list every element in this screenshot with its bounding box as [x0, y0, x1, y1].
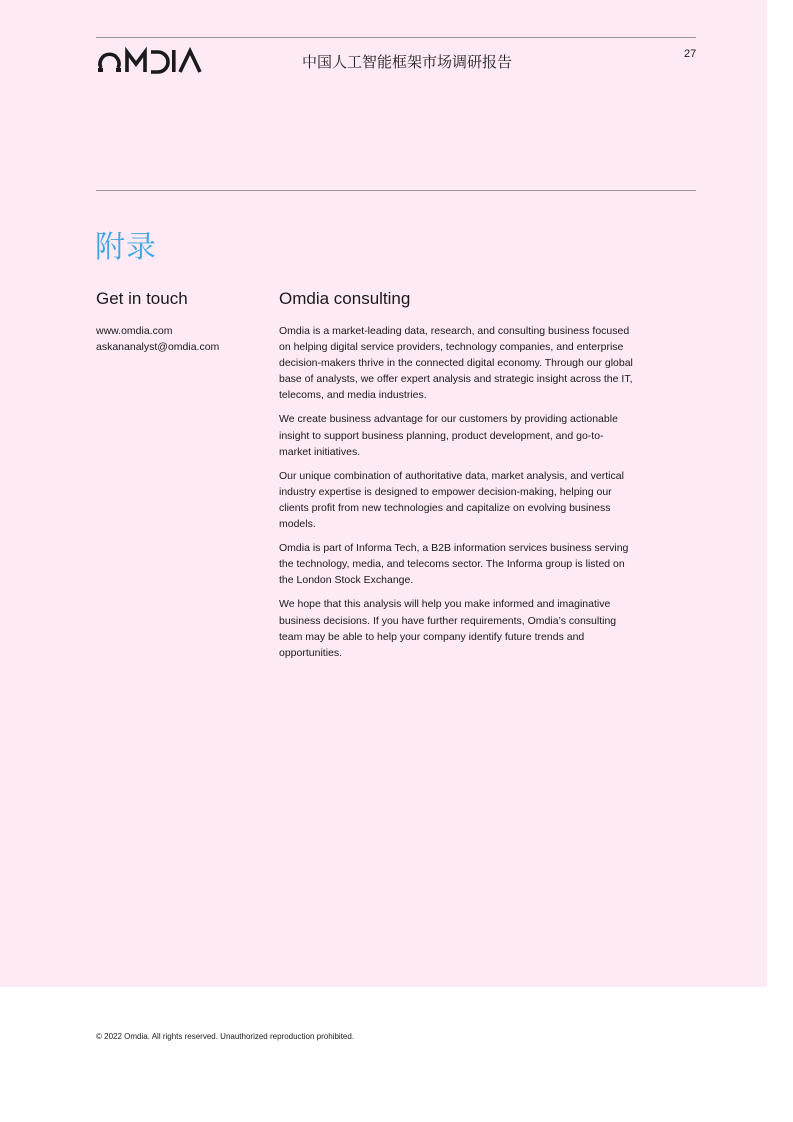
- website-link[interactable]: www.omdia.com: [96, 325, 173, 337]
- report-title: 中国人工智能框架市场调研报告: [302, 53, 513, 71]
- consulting-description: [279, 323, 635, 669]
- paragraph: Omdia is a market-leading data, research, and consulting business focused on helping digital service providers, technology companies, and enterprise decision-makers thrive in the connected digital economy. Through our global base of analysts, we offer expert analysis and strategic insight across the IT, telecoms, and media industries.: [279, 325, 633, 402]
- omdia-logo: [96, 46, 202, 74]
- email-link[interactable]: askananalyst@omdia.com: [96, 341, 220, 353]
- paragraph: Omdia is part of Informa Tech, a B2B information services business serving the technology, media, and telecoms sector. The Informa group is listed on the London Stock Exchange.: [279, 542, 629, 587]
- section-divider: [96, 190, 696, 191]
- get-in-touch-heading: Get in touch: [96, 289, 188, 308]
- paragraph: We create business advantage for our customers by providing actionable insight to support business planning, product development, and go-to-market initiatives.: [279, 413, 618, 458]
- page-number: 27: [684, 48, 697, 60]
- omdia-consulting-heading: Omdia consulting: [279, 289, 411, 308]
- paragraph: We hope that this analysis will help you make informed and imaginative business decisions. If you have further requirements, Omdia’s consulting team may be able to help your company identify future trends and opportunities.: [279, 598, 617, 659]
- contact-info: [96, 323, 219, 355]
- header-divider: [96, 37, 696, 38]
- paragraph: Our unique combination of authoritative data, market analysis, and vertical industry expertise is designed to empower decision-making, helping our clients profit from new technologies and capitalize on evolving business models.: [279, 469, 624, 531]
- appendix-heading: 附录: [95, 230, 157, 265]
- copyright-footer: © 2022 Omdia. All rights reserved. Unauthorized reproduction prohibited.: [96, 1032, 355, 1041]
